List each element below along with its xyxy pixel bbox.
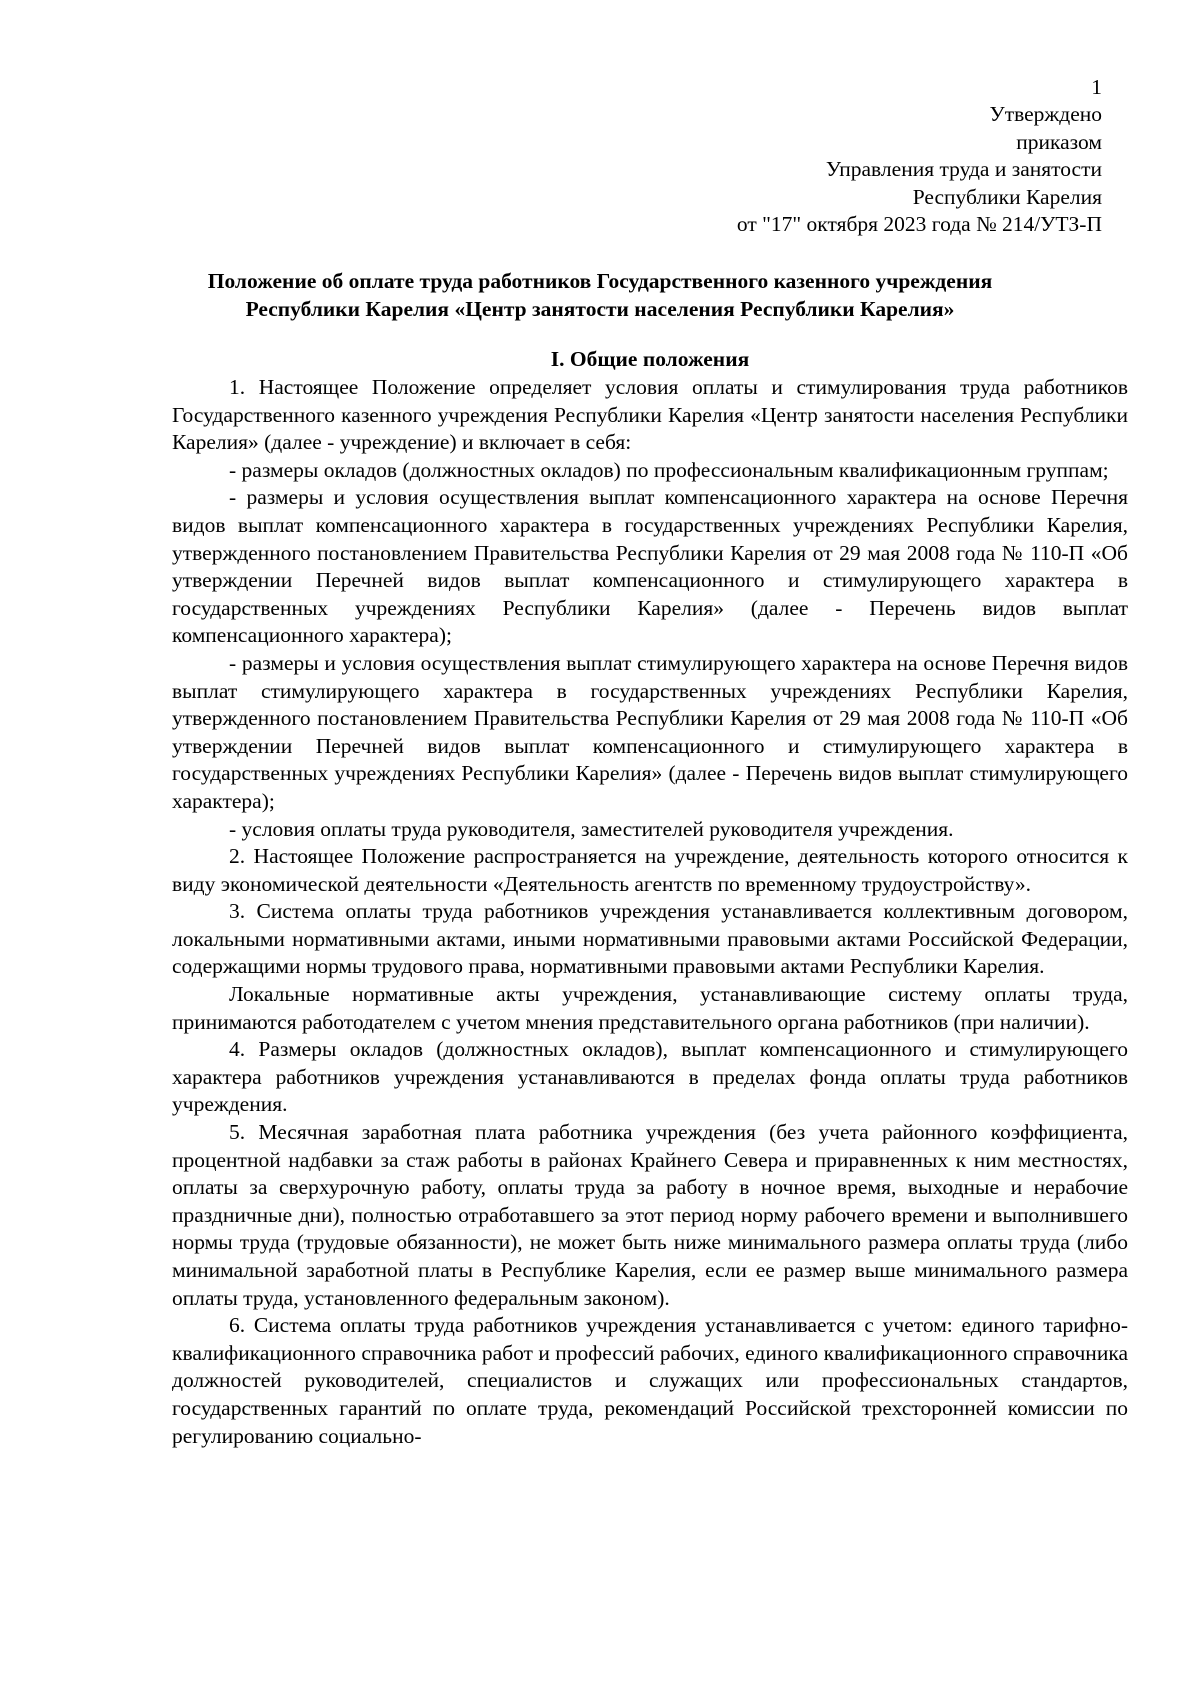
paragraph: 1. Настоящее Положение определяет условия оплаты и стимулирования труда работников Государственного казенного учреждения Республики Карелия «Центр занятости населения Республики Карелия» (далее - учреждение) и включает в себя: [172, 375, 1128, 455]
paragraph: - размеры окладов (должностных окладов) по профессиональным квалификационным группам; [229, 457, 1109, 482]
paragraph: 5. Месячная заработная плата работника учреждения (без учета районного коэффициента, процентной надбавки за стаж работы в районах Крайнего Севера и приравненных к ним местностях, оплаты за сверхурочную работу, оплаты труда за работу в ночное время, выходные и нерабочие праздничные дни), полностью отработавшего за этот период норму рабочего времени и выполнившего нормы труда (трудовые обязанности), не может быть ниже минимального размера оплаты труда (либо минимальной заработной платы в Республике Карелия, если ее размер выше минимального размера оплаты труда, установленного федеральным законом). [172, 1120, 1128, 1310]
paragraph: 4. Размеры окладов (должностных окладов), выплат компенсационного и стимулирующего характера работников учреждения устанавливаются в пределах фонда оплаты труда работников учреждения. [172, 1037, 1128, 1117]
approval-line: Управления труда и занятости [825, 157, 1102, 182]
paragraph: - размеры и условия осуществления выплат компенсационного характера на основе Перечня видов выплат компенсационного характера в государственных учреждениях Республики Карелия, утвержденного постановлением Правительства Республики Карелия от 29 мая 2008 года № 110-П «Об утверждении Перечней видов выплат компенсационного и стимулирующего характера в государственных учреждениях Республики Карелия» (далее - Перечень видов выплат компенсационного характера); [172, 485, 1128, 648]
paragraph: 3. Система оплаты труда работников учреждения устанавливается коллективным договором, локальными нормативными актами, иными нормативными правовыми актами Российской Федерации, содержащими нормы трудового права, нормативными правовыми актами Республики Карелия. [172, 899, 1128, 979]
paragraph: 2. Настоящее Положение распространяется на учреждение, деятельность которого относится к виду экономической деятельности «Деятельность агентств по временному трудоустройству». [172, 844, 1128, 896]
approval-line: от "17" октября 2023 года № 214/УТЗ-П [736, 212, 1102, 237]
approval-stamp [737, 101, 1102, 239]
paragraph: - размеры и условия осуществления выплат стимулирующего характера на основе Перечня видов выплат стимулирующего характера в государственных учреждениях Республики Карелия, утвержденного постановлением Правительства Республики Карелия от 29 мая 2008 года № 110-П «Об утверждении Перечней видов выплат компенсационного и стимулирующего характера в государственных учреждениях Республики Карелия» (далее - Перечень видов выплат стимулирующего характера); [172, 650, 1128, 813]
section-heading: I. Общие положения [550, 347, 750, 371]
document-body [172, 374, 1128, 1450]
approval-line: Республики Карелия [912, 184, 1102, 209]
page-number: 1 [1091, 75, 1102, 99]
paragraph: Локальные нормативные акты учреждения, устанавливающие систему оплаты труда, принимаются работодателем с учетом мнения представительного органа работников (при наличии). [172, 982, 1128, 1034]
approval-line: приказом [1016, 129, 1102, 154]
document-title: Положение об оплате труда работников Государственного казенного учреждения Республики Карелия «Центр занятости населения Республики Карелия» [207, 269, 993, 321]
paragraph: - условия оплаты труда руководителя, заместителей руководителя учреждения. [229, 816, 954, 841]
paragraph: 6. Система оплаты труда работников учреждения устанавливается с учетом: единого тарифно-квалификационного справочника работ и профессий рабочих, единого квалификационного справочника должностей руководителей, специалистов и служащих или профессиональных стандартов, государственных гарантий по оплате труда, рекомендаций Российской трехсторонней комиссии по регулированию социально- [172, 1313, 1128, 1448]
approval-line: Утверждено [989, 102, 1102, 126]
